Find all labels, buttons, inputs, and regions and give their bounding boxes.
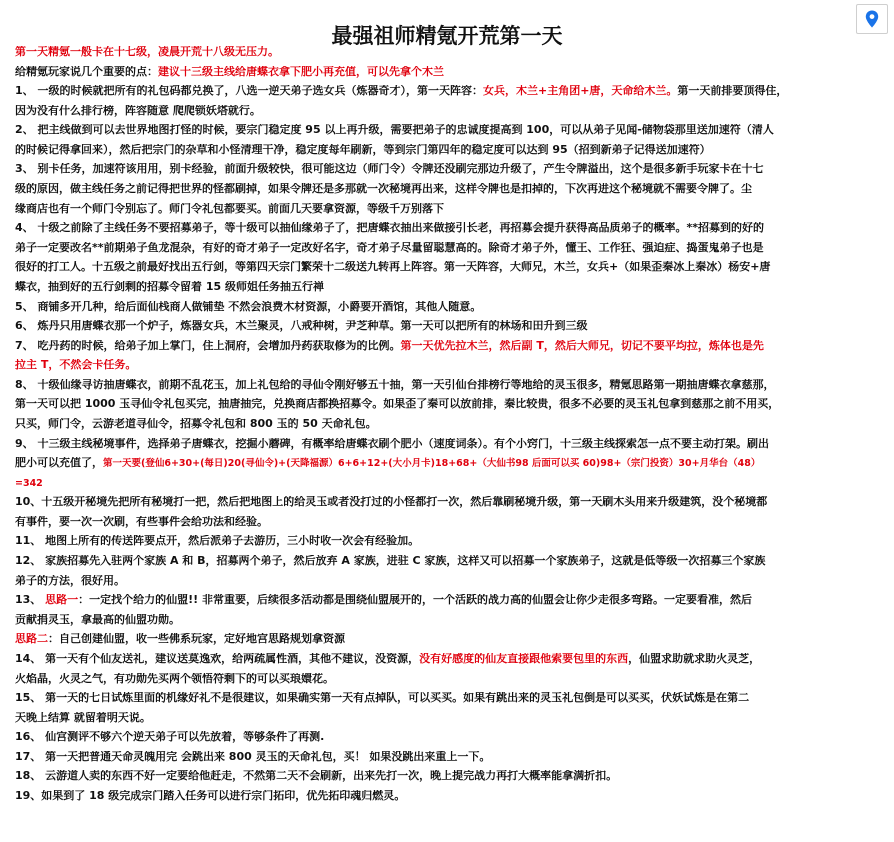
doc-line [15, 359, 885, 371]
highlight-text: 拉主 T，不然会卡任务。 [15, 359, 137, 371]
body-text: 19、如果到了 18 级完成宗门踏入任务可以进行宗门拓印，优先拓印魂归燃灵。 [15, 790, 406, 802]
doc-line [15, 242, 885, 254]
body-text: 2、 把主线做到可以去世界地图打怪的时候，要宗门稳定度 95 以上再升级，需要把弟子的忠诚度提高到 100，可以从弟子见闻-储物袋那里送加速符（清人 [15, 124, 774, 136]
doc-line [15, 281, 885, 293]
body-text: 弟子的方法，很好用。 [15, 575, 125, 587]
body-text: 4、 十级之前除了主线任务不要招募弟子，等十级可以抽仙缘弟子了，把唐蝶衣抽出来做接引长老，再招募会提升获得高品质弟子的概率。**招募到的好的 [15, 222, 764, 234]
doc-line [15, 673, 885, 685]
doc-line [15, 183, 885, 195]
body-text: 13、 [15, 594, 46, 606]
body-text: 5、 商铺多开几种，给后面仙栈商人做铺垫 不然会浪费木材资源，小爵要开酒馆，其他人随意。 [15, 301, 482, 313]
doc-line [15, 594, 885, 606]
doc-line [15, 66, 885, 78]
highlight-text: 没有好感度的仙友直接跟他索要包里的东西 [419, 653, 629, 665]
body-text: ，仙盟求助就求助火灵芝， [628, 653, 761, 665]
doc-line [15, 203, 885, 215]
doc-line [15, 340, 885, 352]
highlight-text: 第一天优先拉木兰，然后副 T，然后大师兄，切记不要平均拉，炼体也是先 [400, 340, 764, 352]
map-pin-icon [865, 10, 879, 28]
body-text: 12、 家族招募先入驻两个家族 A 和 B，招募两个弟子，然后放弃 A 家族，进驻 C 家族，这样又可以招募一个家族弟子，这就是低等级一次招募三个家族 [15, 555, 766, 567]
body-text: 蝶衣，抽到好的五行剑剩的招募令留着 15 级师姐任务抽五行禅 [15, 281, 324, 293]
doc-line [15, 144, 885, 156]
doc-line [15, 790, 885, 802]
body-text: 第一天前排要顶得住， [677, 85, 788, 97]
body-text: ：自己创建仙盟，收一些佛系玩家，定好地宫思路规划拿资源 [48, 633, 345, 645]
doc-line [15, 633, 885, 645]
doc-line [15, 124, 885, 136]
doc-line [15, 692, 885, 704]
doc-line [15, 105, 885, 117]
doc-line [15, 379, 885, 391]
body-text: ：一定找个给力的仙盟!! 非常重要，后续很多活动都是围绕仙盟展开的，一个活跃的战力高的仙盟会让你少走很多弯路。一定要看准，然后 [78, 594, 752, 606]
highlight-text: =342 [15, 478, 43, 489]
doc-line [15, 731, 885, 743]
highlight-text: 第一天精氪一般卡在十七级，凌晨开荒十八级无压力。 [15, 46, 279, 58]
highlight-text: 思路一 [45, 594, 79, 606]
body-text: 9、 十三级主线秘境事件，选择弟子唐蝶衣，挖掘小蘑碑，有概率给唐蝶衣刷个肥小（速度词条）。有个小窍门，十三级主线探索怎一点不要主动打架。刷出 [15, 438, 769, 450]
body-text: 14、 第一天有个仙友送礼，建议送莫逸欢，给两疏属性酒，其他不建议，没资源， [15, 653, 420, 665]
body-text: 天晚上结算 就留着明天说。 [15, 712, 151, 724]
body-text: 缘商店也有一个师门令别忘了。师门令礼包都要买。前面几天要拿资源，等级千万别落下 [15, 203, 444, 215]
doc-line [15, 457, 885, 470]
doc-line [15, 85, 885, 97]
doc-line [15, 712, 885, 724]
doc-line [15, 418, 885, 430]
body-text: 16、 仙宫测评不够六个逆天弟子可以先放着，等够条件了再测. [15, 731, 325, 743]
body-text: 6、 炼丹只用唐蝶衣那一个炉子，炼器女兵，木兰聚灵，八戒种树，尹芝种草。第一天可以把所有的林场和田升到三级 [15, 320, 588, 332]
doc-line [15, 261, 885, 273]
doc-line [15, 398, 885, 410]
highlight-text: 女兵，木兰+主角团+唐，天命给木兰。 [482, 85, 678, 97]
highlight-text: 建议十三级主线给唐蝶衣拿下肥小再充值，可以先拿个木兰 [158, 66, 444, 78]
doc-line [15, 301, 885, 313]
body-text: 肥小可以充值了， [15, 457, 103, 469]
body-text: 贡献捐灵玉，拿最高的仙盟功勋。 [15, 614, 180, 626]
body-text: 级的原因，做主线任务之前记得把世界的怪都刷掉，如果令牌还是多那就一次秘境再出来，这样令牌也是扣掉的，下次再进这个秘境就不需要令牌了。尘 [15, 183, 752, 195]
highlight-text: 第一天要(登仙6+30+(每日)20(寻仙令)+(天降福源）6+6+12+(大小月卡)18+68+（大仙书98 后面可以买 60)98+（宗门投资）30+月华台（48） [103, 458, 761, 469]
body-text: 15、 第一天的七日试炼里面的机缘好礼不是很建议，如果确实第一天有点掉队，可以买买。如果有跳出来的灵玉礼包倒是可以买买，伏妖试炼是在第二 [15, 692, 750, 704]
doc-line [15, 555, 885, 567]
page-title: 最强祖师精氪开荒第一天 [331, 23, 563, 48]
location-pin-button[interactable] [856, 4, 888, 34]
body-text: 火焰晶，火灵之气，有功勋先买两个领悟符剩下的可以买琅嬛花。 [15, 673, 334, 685]
body-text: 有事件，要一次一次刷，有些事件会给功法和经验。 [15, 516, 268, 528]
body-text: 11、 地图上所有的传送阵要点开，然后派弟子去游历，三小时收一次会有经验加。 [15, 535, 420, 547]
body-text: 1、 一级的时候就把所有的礼包码都兑换了，八选一逆天弟子选女兵（炼器奇才），第一天阵容： [15, 85, 483, 97]
doc-line [15, 653, 885, 665]
body-text: 3、 别卡任务，加速符该用用，别卡经验，前面升级较快，很可能这边（师门令）令牌还没刷完那边升级了，产生令牌溢出，这个是很多新手玩家卡在十七 [15, 163, 764, 175]
body-text: 很好的打工人。十五级之前最好找出五行剑，等第四天宗门繁荣十二级送九转再上阵容。第一天阵容，大师兄，木兰，女兵+（如果歪秦冰上秦冰）杨安+唐 [15, 261, 771, 273]
body-text: 只买，师门令，云游老道寻仙令，招募令礼包和 800 玉的 50 天命礼包。 [15, 418, 377, 430]
doc-line [15, 222, 885, 234]
body-text: 10、十五级开秘境先把所有秘境打一把，然后把地图上的给灵玉或者没打过的小怪都打一次，然后靠刷秘境升级，第一天刷木头用来升级建筑，没个秘境都 [15, 496, 768, 508]
highlight-text: 思路二 [15, 633, 48, 645]
body-text: 的时候记得拿回来），然后把宗门的杂草和小怪清理干净，稳定度每年刷新，等到宗门第四年的稳定度可以达到 95（招到新弟子记得送加速符） [15, 144, 711, 156]
doc-line [15, 320, 885, 332]
body-text: 18、 云游道人卖的东西不好一定要给他赶走，不然第二天不会刷新，出来先打一次，晚上提完战力再打大概率能拿满折扣。 [15, 770, 618, 782]
body-text: 第一天可以把 1000 玉寻仙令礼包买完，抽唐抽完，兑换商店都换招募令。如果歪了秦可以放前排，秦比较贵，很多不必要的灵玉礼包拿到慈那之前不用买， [15, 398, 780, 410]
body-text: 因为没有什么排行榜，阵容随意 爬爬锁妖塔就行。 [15, 105, 261, 117]
doc-line [15, 516, 885, 528]
body-text: 17、 第一天把普通天命灵魄用完 会跳出来 800 灵玉的天命礼包，买！ 如果没跳出来重上一下。 [15, 751, 491, 763]
body-text: 弟子一定要改名**前期弟子鱼龙混杂，有好的奇才弟子一定改好名字，奇才弟子尽量留聪慧高的。除奇才弟子外，懂王、工作狂、强迫症、捣蛋鬼弟子也是 [15, 242, 764, 254]
doc-line [15, 46, 885, 58]
body-text: 给精氪玩家说几个重要的点： [15, 66, 158, 78]
doc-line [15, 477, 885, 490]
doc-line [15, 614, 885, 626]
doc-line [15, 575, 885, 587]
body-text: 7、 吃丹药的时候，给弟子加上掌门，住上洞府，会增加丹药获取修为的比例。 [15, 340, 401, 352]
doc-line [15, 496, 885, 508]
doc-line [15, 770, 885, 782]
body-text: 8、 十级仙缘寻访抽唐蝶衣，前期不乱花玉，加上礼包给的寻仙令刚好够五十抽，第一天引仙台排榜行等地给的灵玉很多，精氪思路第一期抽唐蝶衣拿慈那， [15, 379, 775, 391]
doc-line [15, 751, 885, 763]
doc-line [15, 535, 885, 547]
doc-line [15, 438, 885, 450]
doc-line [15, 163, 885, 175]
